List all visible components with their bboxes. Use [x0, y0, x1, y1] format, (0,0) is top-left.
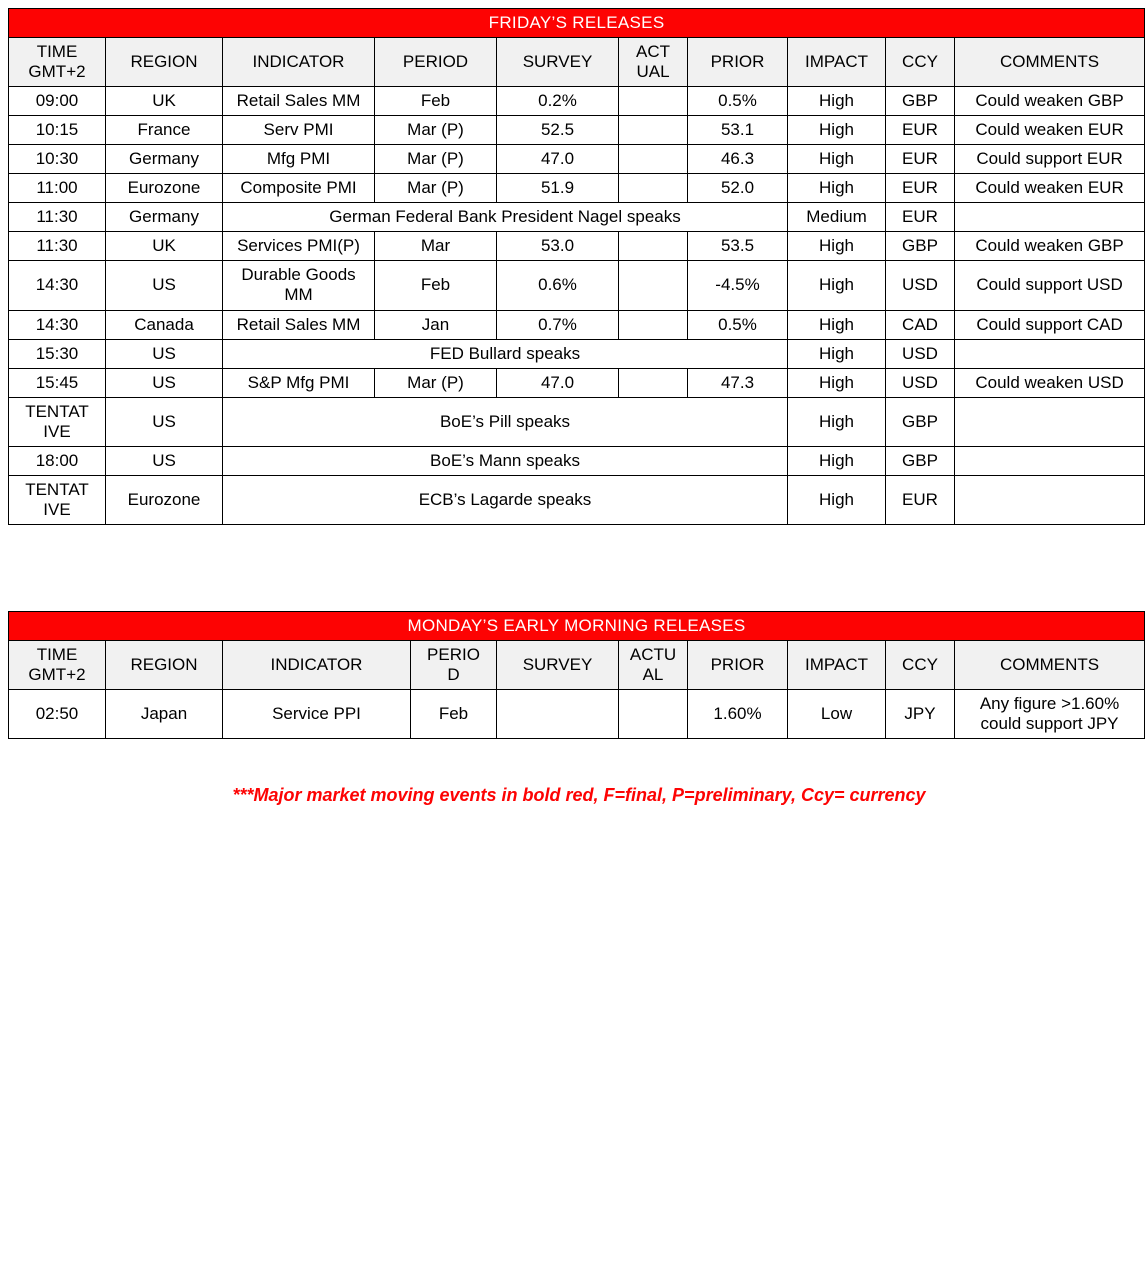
cell-region: US [106, 397, 223, 446]
cell-survey: 52.5 [497, 116, 619, 145]
cell-prior: -4.5% [688, 261, 788, 310]
column-header-period: PERIOD [375, 38, 497, 87]
cell-actual [619, 87, 688, 116]
cell-actual [619, 145, 688, 174]
cell-time: 09:00 [9, 87, 106, 116]
cell-region: Germany [106, 203, 223, 232]
cell-time: 14:30 [9, 310, 106, 339]
cell-impact: High [788, 261, 886, 310]
friday-header-row [9, 38, 1145, 87]
column-header-indicator: INDICATOR [223, 38, 375, 87]
cell-comments [955, 475, 1145, 524]
table-row-speech [9, 446, 1145, 475]
cell-indicator: Service PPI [223, 690, 411, 739]
cell-region: Canada [106, 310, 223, 339]
time-label-line2: GMT+2 [28, 62, 86, 82]
cell-impact: High [788, 87, 886, 116]
cell-region: Germany [106, 145, 223, 174]
cell-period: Mar (P) [375, 116, 497, 145]
column-header-time: TIME GMT+2 [9, 640, 106, 689]
cell-impact: High [788, 368, 886, 397]
cell-indicator: S&P Mfg PMI [223, 368, 375, 397]
cell-indicator: Durable Goods MM [223, 261, 375, 310]
cell-survey [497, 690, 619, 739]
cell-actual [619, 261, 688, 310]
cell-ccy: JPY [886, 690, 955, 739]
cell-region: US [106, 368, 223, 397]
cell-time: 11:30 [9, 203, 106, 232]
cell-prior: 52.0 [688, 174, 788, 203]
cell-ccy: USD [886, 261, 955, 310]
cell-event: FED Bullard speaks [223, 339, 788, 368]
cell-ccy: GBP [886, 232, 955, 261]
cell-ccy: GBP [886, 446, 955, 475]
cell-prior: 46.3 [688, 145, 788, 174]
cell-comments: Could support EUR [955, 145, 1145, 174]
cell-time: 15:30 [9, 339, 106, 368]
cell-actual [619, 116, 688, 145]
cell-impact: High [788, 310, 886, 339]
cell-period: Mar (P) [375, 145, 497, 174]
cell-indicator: Retail Sales MM [223, 87, 375, 116]
cell-comments: Could weaken USD [955, 368, 1145, 397]
column-header-prior: PRIOR [688, 640, 788, 689]
cell-region: US [106, 446, 223, 475]
cell-indicator: Serv PMI [223, 116, 375, 145]
table-row-speech [9, 397, 1145, 446]
cell-ccy: USD [886, 339, 955, 368]
cell-actual [619, 310, 688, 339]
cell-prior: 47.3 [688, 368, 788, 397]
cell-survey: 47.0 [497, 145, 619, 174]
cell-time: 11:00 [9, 174, 106, 203]
column-header-ccy: CCY [886, 640, 955, 689]
cell-ccy: CAD [886, 310, 955, 339]
cell-event: German Federal Bank President Nagel speaks [223, 203, 788, 232]
cell-indicator: Retail Sales MM [223, 310, 375, 339]
cell-prior: 1.60% [688, 690, 788, 739]
cell-period: Mar (P) [375, 368, 497, 397]
column-header-comments: COMMENTS [955, 38, 1145, 87]
cell-time: 14:30 [9, 261, 106, 310]
cell-indicator: Mfg PMI [223, 145, 375, 174]
cell-event: BoE’s Mann speaks [223, 446, 788, 475]
cell-comments: Could weaken GBP [955, 232, 1145, 261]
table-row [9, 368, 1145, 397]
cell-event: ECB’s Lagarde speaks [223, 475, 788, 524]
cell-period: Mar [375, 232, 497, 261]
cell-period: Feb [375, 261, 497, 310]
table-gap-spacer [6, 525, 1142, 611]
column-header-period: PERIO D [411, 640, 497, 689]
column-header-actual: ACT UAL [619, 38, 688, 87]
cell-region: Japan [106, 690, 223, 739]
table-row-speech [9, 203, 1145, 232]
cell-time: 18:00 [9, 446, 106, 475]
cell-region: US [106, 339, 223, 368]
cell-impact: Medium [788, 203, 886, 232]
cell-prior: 0.5% [688, 310, 788, 339]
column-header-ccy: CCY [886, 38, 955, 87]
cell-comments: Could weaken EUR [955, 116, 1145, 145]
cell-ccy: EUR [886, 174, 955, 203]
cell-comments: Could weaken GBP [955, 87, 1145, 116]
cell-ccy: EUR [886, 116, 955, 145]
friday-banner-title: FRIDAY’S RELEASES [9, 9, 1145, 38]
table-row [9, 690, 1145, 739]
cell-impact: High [788, 397, 886, 446]
cell-impact: Low [788, 690, 886, 739]
column-header-region: REGION [106, 38, 223, 87]
cell-region: France [106, 116, 223, 145]
monday-releases-table [8, 611, 1145, 739]
cell-indicator: Services PMI(P) [223, 232, 375, 261]
monday-header-row [9, 640, 1145, 689]
cell-period: Feb [375, 87, 497, 116]
table-row [9, 145, 1145, 174]
cell-ccy: GBP [886, 87, 955, 116]
table-row [9, 116, 1145, 145]
cell-time: 15:45 [9, 368, 106, 397]
cell-impact: High [788, 339, 886, 368]
cell-region: Eurozone [106, 475, 223, 524]
friday-releases-table [8, 8, 1145, 525]
footnote-text: ***Major market moving events in bold red, F=final, P=preliminary, Ccy= currency [232, 785, 926, 806]
cell-prior: 0.5% [688, 87, 788, 116]
table-row [9, 261, 1145, 310]
column-header-time [9, 38, 106, 87]
cell-impact: High [788, 446, 886, 475]
column-header-survey: SURVEY [497, 640, 619, 689]
friday-banner-row [9, 9, 1145, 38]
cell-actual [619, 368, 688, 397]
cell-time: 10:15 [9, 116, 106, 145]
cell-indicator: Composite PMI [223, 174, 375, 203]
cell-survey: 53.0 [497, 232, 619, 261]
cell-actual [619, 174, 688, 203]
table-row-speech [9, 339, 1145, 368]
column-header-actual: ACTU AL [619, 640, 688, 689]
cell-impact: High [788, 145, 886, 174]
cell-region: US [106, 261, 223, 310]
column-header-comments: COMMENTS [955, 640, 1145, 689]
cell-time: TENTAT IVE [9, 475, 106, 524]
cell-comments: Could support CAD [955, 310, 1145, 339]
cell-region: Eurozone [106, 174, 223, 203]
cell-survey: 0.6% [497, 261, 619, 310]
column-header-impact: IMPACT [788, 640, 886, 689]
cell-impact: High [788, 116, 886, 145]
cell-period: Feb [411, 690, 497, 739]
table-row [9, 310, 1145, 339]
monday-banner-title: MONDAY’S EARLY MORNING RELEASES [9, 611, 1145, 640]
monday-banner-row [9, 611, 1145, 640]
table-row [9, 87, 1145, 116]
cell-actual [619, 690, 688, 739]
cell-event: BoE’s Pill speaks [223, 397, 788, 446]
cell-comments: Could support USD [955, 261, 1145, 310]
cell-period: Mar (P) [375, 174, 497, 203]
cell-comments: Any figure >1.60% could support JPY [955, 690, 1145, 739]
cell-survey: 0.7% [497, 310, 619, 339]
cell-ccy: EUR [886, 145, 955, 174]
table-row-speech [9, 475, 1145, 524]
cell-ccy: GBP [886, 397, 955, 446]
cell-impact: High [788, 475, 886, 524]
cell-impact: High [788, 174, 886, 203]
time-label-line1: TIME [36, 42, 78, 62]
cell-time: 11:30 [9, 232, 106, 261]
column-header-region: REGION [106, 640, 223, 689]
column-header-prior: PRIOR [688, 38, 788, 87]
table-row [9, 174, 1145, 203]
cell-survey: 0.2% [497, 87, 619, 116]
table-row [9, 232, 1145, 261]
cell-region: UK [106, 232, 223, 261]
cell-ccy: EUR [886, 475, 955, 524]
cell-comments [955, 397, 1145, 446]
cell-ccy: EUR [886, 203, 955, 232]
cell-comments [955, 446, 1145, 475]
cell-comments [955, 339, 1145, 368]
column-header-impact: IMPACT [788, 38, 886, 87]
cell-impact: High [788, 232, 886, 261]
cell-prior: 53.1 [688, 116, 788, 145]
cell-actual [619, 232, 688, 261]
column-header-survey: SURVEY [497, 38, 619, 87]
cell-survey: 47.0 [497, 368, 619, 397]
cell-region: UK [106, 87, 223, 116]
cell-time: 10:30 [9, 145, 106, 174]
cell-survey: 51.9 [497, 174, 619, 203]
cell-period: Jan [375, 310, 497, 339]
cell-time: TENTAT IVE [9, 397, 106, 446]
cell-comments [955, 203, 1145, 232]
cell-time: 02:50 [9, 690, 106, 739]
cell-comments: Could weaken EUR [955, 174, 1145, 203]
cell-prior: 53.5 [688, 232, 788, 261]
column-header-indicator: INDICATOR [223, 640, 411, 689]
cell-ccy: USD [886, 368, 955, 397]
